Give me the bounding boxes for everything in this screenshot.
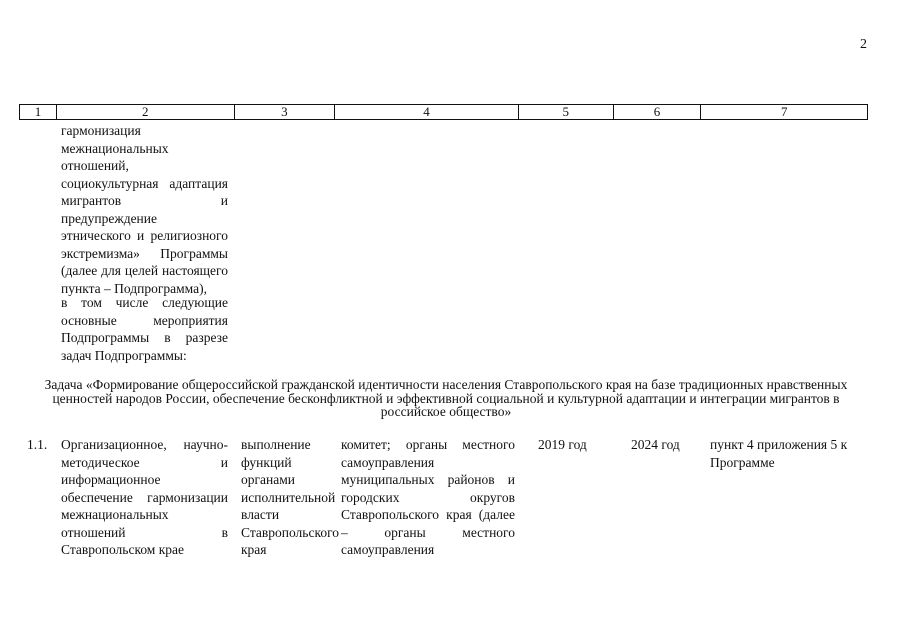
page-number: 2 — [860, 37, 867, 52]
row-activity-name: Организационное, научно-методическое и информационное обеспечение гармонизации межнациональных отношений в Ставропольском крае — [61, 437, 228, 557]
header-col-5: 5 — [518, 105, 613, 119]
header-col-6: 6 — [613, 105, 701, 119]
continued-text-para2: в том числе следующие основные мероприятия Подпрограммы в разрезе задач Подпрограммы: — [61, 295, 228, 363]
task-heading: Задача «Формирование общероссийской гражданской идентичности населения Ставропольского края на базе традиционных нравственных ценностей народов России, обеспечение бесконфликтной и эффективной социальной и культурной адаптации и интеграции мигрантов в российское общество» — [44, 377, 848, 419]
row-start-year: 2019 год — [538, 437, 587, 452]
row-number: 1.1. — [27, 437, 48, 452]
header-col-7: 7 — [700, 105, 867, 119]
header-col-2: 2 — [56, 105, 234, 119]
header-col-3: 3 — [234, 105, 335, 119]
continued-text-para1: гармонизация межнациональных отношений, социокультурная адаптация мигрантов и предупреждение этнического и религиозного экстремизма» Программы (далее для целей настоящего пункта – Подпрограмма), — [61, 123, 228, 296]
header-col-1: 1 — [34, 104, 42, 119]
row-reference: пункт 4 приложения 5 к Программе — [710, 437, 848, 470]
table-header — [19, 104, 868, 120]
row-implementation-form: выполнение функций органами исполнительной власти Ставропольского края — [241, 437, 340, 557]
row-responsible-executor: комитет; органы местного самоуправления муниципальных районов и городских округов Ставропольского края (далее – органы местного самоуправления — [341, 437, 515, 557]
header-col-4: 4 — [334, 105, 518, 119]
row-end-year: 2024 год — [631, 437, 680, 452]
